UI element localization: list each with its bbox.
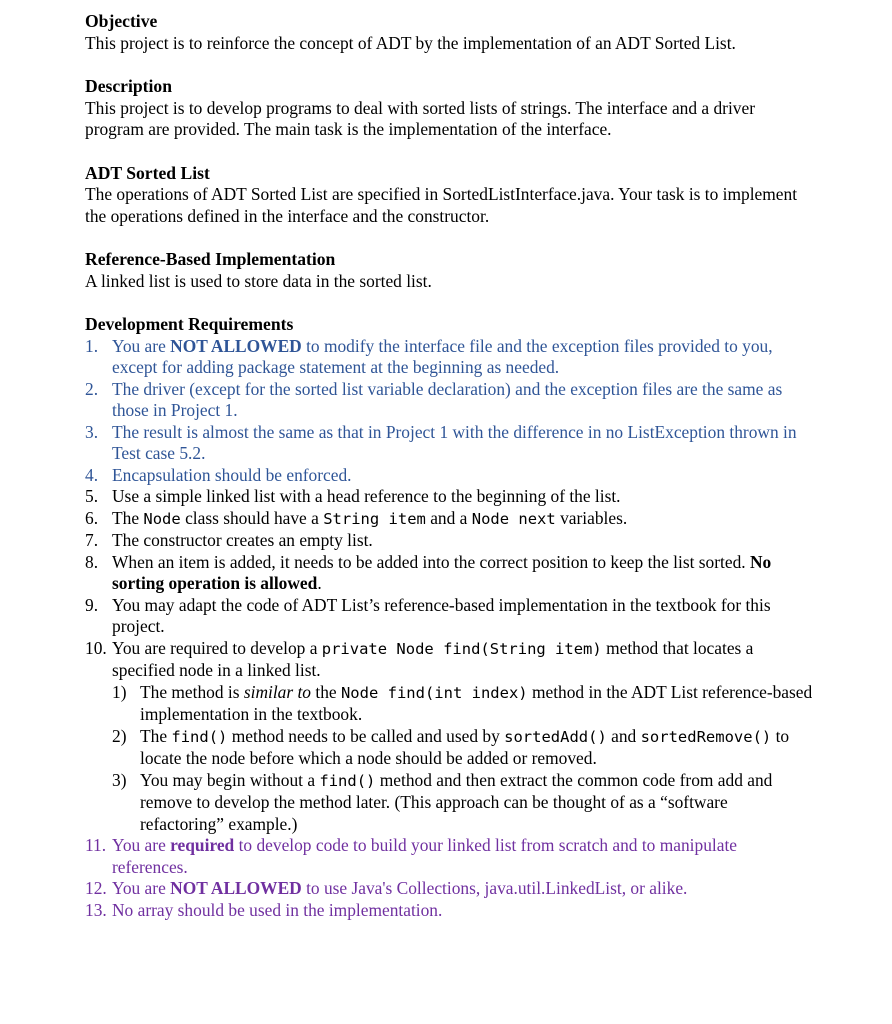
item-text: You are bbox=[112, 335, 171, 356]
item-number: 10. bbox=[85, 637, 107, 658]
item-text: You may begin without a bbox=[140, 769, 320, 790]
code-node-next: Node next bbox=[471, 509, 556, 528]
item-text: The bbox=[140, 725, 172, 746]
objective-heading: Objective bbox=[85, 11, 158, 31]
description-text: This project is to develop programs to deal with sorted lists of strings. The interface and a driver program are provided. The main task is the implementation of the interface. bbox=[85, 97, 756, 139]
requirements-heading: Development Requirements bbox=[85, 314, 294, 334]
item-text: method and then extract the common code from add and remove to develop the method later. (This approach can be thought of as a “software refactoring” example.) bbox=[140, 769, 773, 834]
code-find-index: Node find(int index) bbox=[340, 683, 528, 702]
item-emphasis: required bbox=[170, 835, 235, 855]
item-number: 1. bbox=[85, 335, 99, 356]
code-sorted-remove: sortedRemove() bbox=[640, 727, 772, 746]
item-text: to locate the node before which a node should be added or removed. bbox=[140, 725, 790, 768]
reference-text: A linked list is used to store data in the sorted list. bbox=[85, 270, 432, 291]
description-section bbox=[85, 76, 815, 141]
item-text: You are bbox=[112, 835, 171, 855]
code-string-item: String item bbox=[323, 509, 426, 528]
requirement-item bbox=[85, 835, 815, 878]
item-text: to develop code to build your linked list from scratch and to manipulate references. bbox=[112, 835, 737, 877]
item-number: 11. bbox=[85, 835, 107, 855]
item-text: and bbox=[606, 725, 641, 746]
item-number: 3. bbox=[85, 421, 99, 442]
item-text: and a bbox=[425, 507, 472, 528]
requirement-item bbox=[85, 552, 815, 595]
sub-item-number: 2) bbox=[112, 725, 127, 746]
sub-item bbox=[112, 726, 815, 770]
objective-section bbox=[85, 11, 815, 54]
item-text: No array should be used in the implementation. bbox=[112, 899, 443, 920]
code-find: find() bbox=[319, 771, 376, 790]
adt-text: The operations of ADT Sorted List are specified in SortedListInterface.java. Your task is to implement the operations defined in the interface and the constructor. bbox=[85, 184, 798, 226]
item-text: The method is bbox=[140, 681, 244, 702]
item-number: 6. bbox=[85, 507, 99, 528]
requirement-item bbox=[85, 422, 815, 465]
item-number: 4. bbox=[85, 464, 99, 485]
item-number: 2. bbox=[85, 378, 99, 399]
item-text: class should have a bbox=[180, 507, 324, 528]
item-number: 13. bbox=[85, 899, 107, 920]
item-text: . bbox=[317, 573, 322, 593]
item-text: The result is almost the same as that in Project 1 with the difference in no ListException thrown in Test case 5.2. bbox=[112, 421, 797, 463]
requirement-item bbox=[85, 595, 815, 638]
document-page bbox=[85, 11, 815, 921]
requirements-list bbox=[85, 336, 815, 922]
item-text: Use a simple linked list with a head reference to the beginning of the list. bbox=[112, 486, 621, 506]
requirement-item bbox=[85, 638, 815, 836]
code-node: Node bbox=[143, 509, 181, 528]
requirement-item bbox=[85, 900, 815, 922]
item-number: 8. bbox=[85, 551, 99, 572]
item-number: 9. bbox=[85, 594, 99, 615]
requirement-item bbox=[85, 878, 815, 900]
item-text: The constructor creates an empty list. bbox=[112, 530, 373, 550]
item-text: method that locates a specified node in a linked list. bbox=[112, 637, 754, 680]
sub-item-number: 3) bbox=[112, 769, 127, 790]
code-find-signature: private Node find(String item) bbox=[321, 639, 602, 658]
item-text: You are required to develop a bbox=[112, 637, 322, 658]
requirements-section bbox=[85, 314, 815, 921]
item-text: method needs to be called and used by bbox=[227, 725, 505, 746]
requirement-item bbox=[85, 530, 815, 552]
description-heading: Description bbox=[85, 76, 172, 96]
sub-item bbox=[112, 682, 815, 726]
item-number: 5. bbox=[85, 486, 99, 506]
item-italic: similar to bbox=[243, 681, 312, 702]
code-find: find() bbox=[171, 727, 228, 746]
requirement-item bbox=[85, 486, 815, 508]
item-number: 7. bbox=[85, 530, 99, 550]
adt-heading: ADT Sorted List bbox=[85, 162, 210, 183]
requirement-item bbox=[85, 508, 815, 531]
objective-text: This project is to reinforce the concept of ADT by the implementation of an ADT Sorted List. bbox=[85, 32, 736, 53]
reference-heading: Reference-Based Implementation bbox=[85, 249, 336, 269]
item-text: The driver (except for the sorted list variable declaration) and the exception files are the same as those in Project 1. bbox=[112, 378, 783, 420]
reference-section bbox=[85, 249, 815, 292]
item-emphasis: NOT ALLOWED bbox=[170, 878, 302, 898]
item-text: method in the ADT List reference-based implementation in the textbook. bbox=[140, 681, 813, 724]
item-emphasis: No sorting operation is allowed bbox=[112, 551, 772, 593]
item-emphasis: NOT ALLOWED bbox=[170, 335, 302, 356]
sub-item-number: 1) bbox=[112, 681, 127, 702]
requirement-item bbox=[85, 379, 815, 422]
code-sorted-add: sortedAdd() bbox=[504, 727, 607, 746]
item-text: You are bbox=[112, 878, 171, 898]
item-number: 12. bbox=[85, 878, 107, 898]
adt-section bbox=[85, 163, 815, 228]
requirement-item bbox=[85, 336, 815, 379]
item-text: You may adapt the code of ADT List’s reference-based implementation in the textbook for this project. bbox=[112, 594, 771, 636]
item-text: variables. bbox=[555, 507, 628, 528]
item-text: When an item is added, it needs to be added into the correct position to keep the list sorted. bbox=[112, 551, 750, 572]
sub-list bbox=[112, 682, 815, 836]
sub-item bbox=[112, 770, 815, 836]
item-text: Encapsulation should be enforced. bbox=[112, 464, 352, 485]
item-text: to use Java's Collections, java.util.LinkedList, or alike. bbox=[301, 878, 688, 898]
requirement-item bbox=[85, 465, 815, 487]
item-text: The bbox=[112, 507, 144, 528]
item-text: to modify the interface file and the exception files provided to you, except for adding package statement at the beginning as needed. bbox=[112, 335, 773, 377]
item-text: the bbox=[311, 681, 341, 702]
